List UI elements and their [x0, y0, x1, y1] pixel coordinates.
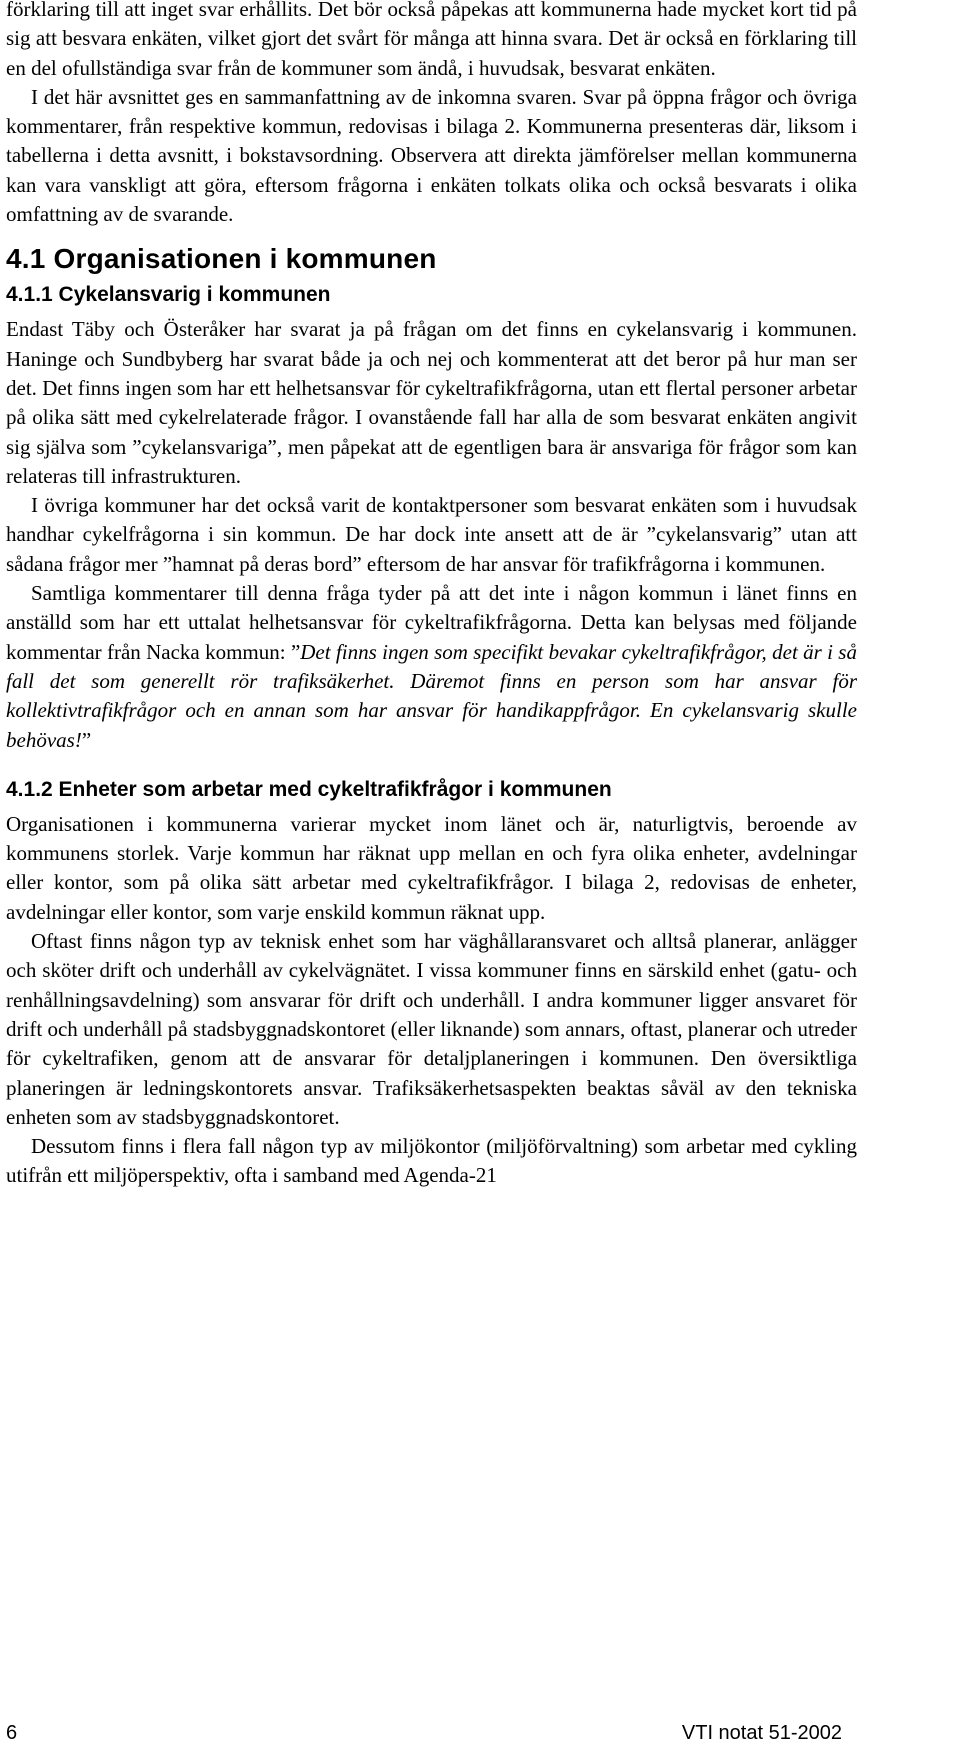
- nacka-quote: Det finns ingen som specifikt bevakar cykeltrafikfrågor, det är i så fall det som generellt rör trafiksäkerhet. Däremot finns en person som har ansvar för kollektivtrafikfrågor och en annan som har ansvar för handikappfrågor. En cykelansvarig skulle behövas!: [6, 639, 857, 752]
- page-number: 6: [6, 1722, 18, 1744]
- paragraph-intro-continued: förklaring till att inget svar erhållits. Det bör också påpekas att kommunerna hade mycket kort tid på sig att besvara enkäten, vilket gjort det svårt för många att hinna svara. Det är också en förklaring till en del ofullständiga svar från de kommuner som ändå, i huvudsak, besvarat enkäten.: [6, 0, 857, 80]
- paragraph-enheter-1: Organisationen i kommunerna varierar mycket inom länet och är, naturligtvis, beroende av kommunens storlek. Varje kommun har räknat upp mellan en och fyra olika enheter, avdelningar eller kontor, som på olika sätt arbetar med cykeltrafikfrågor. I bilaga 2, redovisas de enheter, avdelningar eller kontor, som varje enskild kommun räknat upp.: [6, 811, 857, 924]
- section-heading-4-1: 4.1 Organisationen i kommunen: [6, 243, 437, 275]
- page-footer: [0, 1722, 960, 1752]
- quote-closing-mark: ”: [81, 727, 92, 752]
- section-heading-4-1-2: 4.1.2 Enheter som arbetar med cykeltrafikfrågor i kommunen: [6, 777, 612, 801]
- paragraph-cykelansvarig-3: [6, 579, 857, 755]
- paragraph-lead-text: Samtliga kommentarer till denna fråga tyder på att det inte i någon kommun i länet finns en anställd som har ett uttalat helhetsansvar för cykeltrafikfrågorna. Detta kan belysas med följande kommentar från Nacka kommun: ”: [6, 581, 857, 664]
- paragraph-cykelansvarig-1: Endast Täby och Österåker har svarat ja på frågan om det finns en cykelansvarig i kommunen. Haninge och Sundbyberg har svarat både ja och nej och kommenterat att det beror på hur man ser det. Det finns ingen som har ett helhetsansvar för cykeltrafikfrågorna, utan ett flertal personer arbetar på olika sätt med cykelrelaterade frågor. I ovanstående fall har alla de som besvarat enkäten angivit sig själva som ”cykelansvariga”, men påpekat att de egentligen bara är ansvariga för frågor som kan relateras till infrastrukturen.: [6, 317, 857, 488]
- page-body: [6, 0, 857, 1191]
- paragraph-enheter-3: Dessutom finns i flera fall någon typ av miljökontor (miljöförvaltning) som arbetar med cykling utifrån ett miljöperspektiv, ofta i samband med Agenda-21: [6, 1134, 857, 1188]
- paragraph-enheter-2: Oftast finns någon typ av teknisk enhet som har väghållaransvaret och alltså planerar, anlägger och sköter drift och underhåll av cykelvägnätet. I vissa kommuner finns en särskild enhet (gatu- och renhållningsavdelning) som ansvarar för drift och underhåll. I andra kommuner ligger ansvaret för drift och underhåll på stadsbyggnadskontoret (eller liknande) som annars, oftast, planerar och utreder för cykeltrafiken, genom att de ansvarar för detaljplaneringen i kommunen. Den översiktliga planeringen är ledningskontorets ansvar. Trafiksäkerhetsaspekten beaktas såväl av den tekniska enheten som av stadsbyggnadskontoret.: [6, 929, 857, 1129]
- report-series-label: VTI notat 51-2002: [681, 1722, 842, 1744]
- paragraph-cykelansvarig-2: I övriga kommuner har det också varit de kontaktpersoner som besvarat enkäten som i huvudsak handhar cykelfrågorna i sin kommun. De har dock inte ansett att de är ”cykelansvarig” utan att sådana frågor mer ”hamnat på deras bord” eftersom de har ansvar för trafikfrågorna i kommunen.: [6, 493, 857, 576]
- section-heading-4-1-1: 4.1.1 Cykelansvarig i kommunen: [6, 283, 331, 307]
- paragraph-intro-summary: I det här avsnittet ges en sammanfattning av de inkomna svaren. Svar på öppna frågor och övriga kommentarer, från respektive kommun, redovisas i bilaga 2. Kommunerna presenteras där, liksom i tabellerna i detta avsnitt, i bokstavsordning. Observera att direkta jämförelser mellan kommunerna kan vara vanskligt att göra, eftersom frågorna i enkäten tolkats olika och också besvarats i olika omfattning av de svarande.: [6, 84, 857, 227]
